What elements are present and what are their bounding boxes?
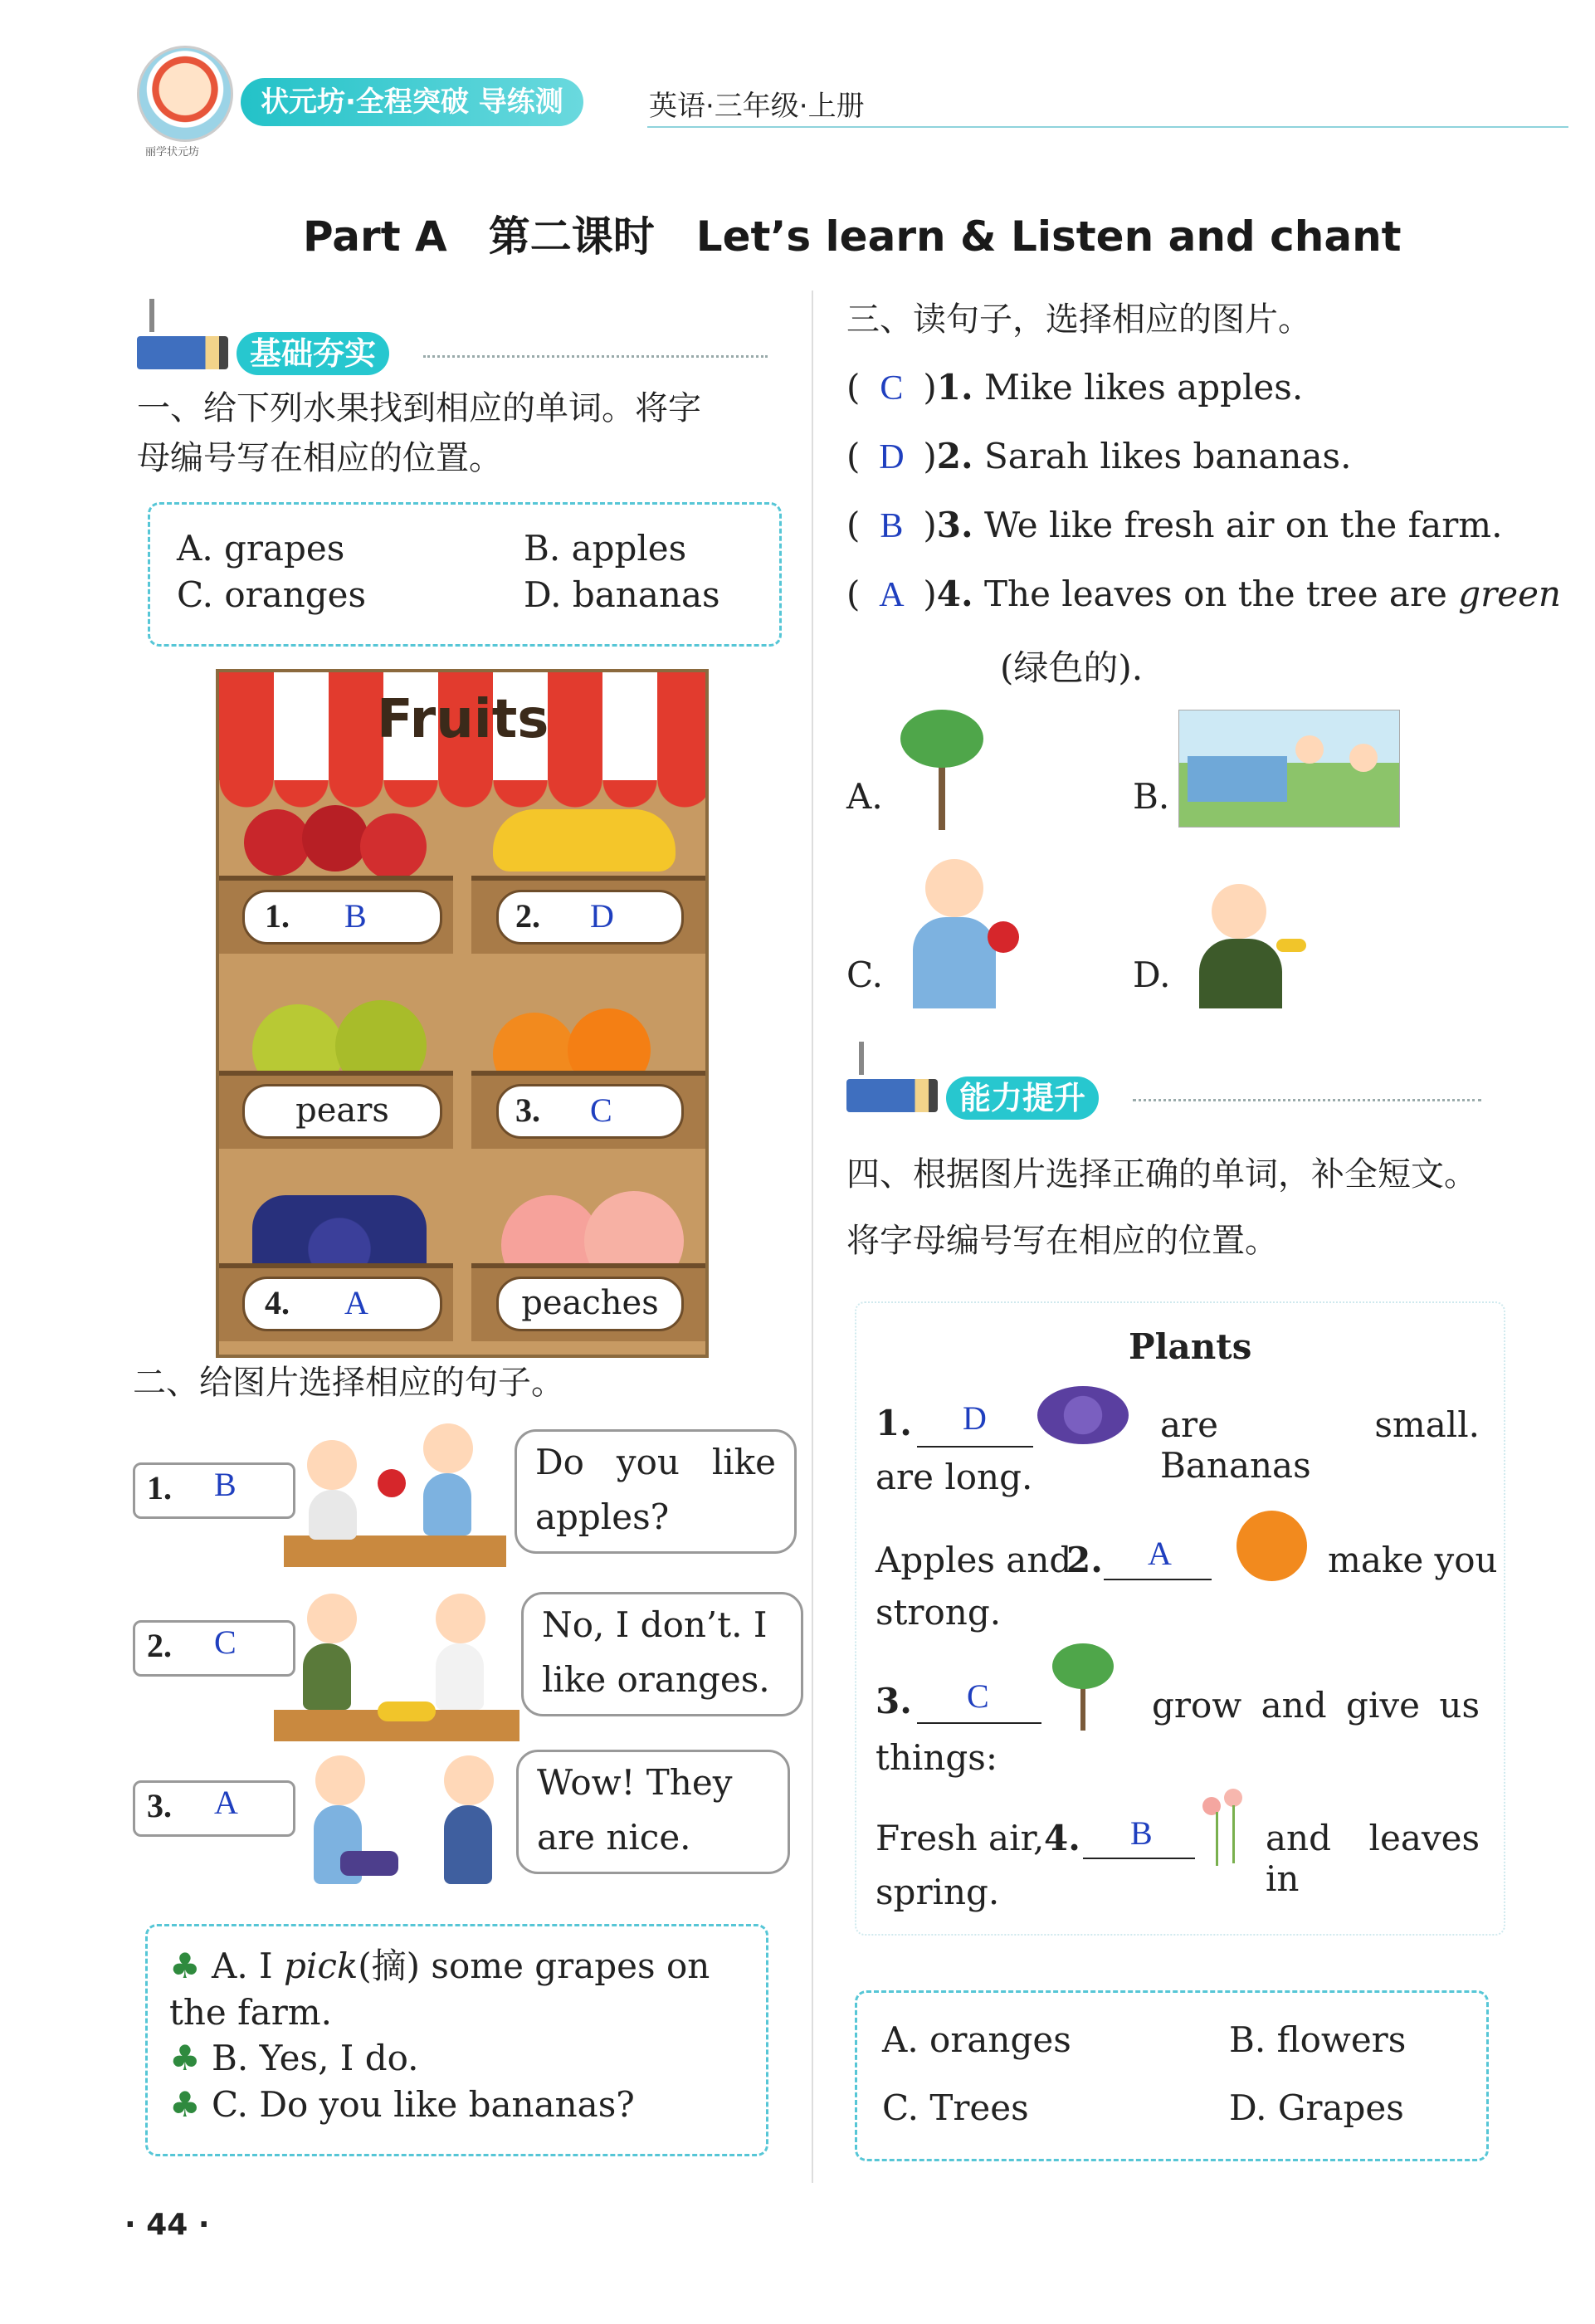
q4-instruction-line1: 四、根据图片选择正确的单词，补全短文。 [846,1155,1477,1194]
q4-blank-4-num: 4. [1044,1818,1080,1858]
boy-figure-body [444,1805,492,1884]
answer-4: A [344,1284,368,1321]
q4-blank-3-num: 3. [876,1681,912,1721]
q4-blank-3-line [917,1722,1041,1724]
q4-option-b: B. flowers [1229,2019,1407,2060]
grapes-basket-icon [340,1851,398,1876]
q2-bubble-3: Wow! They are nice. [516,1750,790,1874]
q2-option-b: ♣ B. Yes, I do. [169,2038,419,2078]
column-divider [812,290,813,2183]
q3-pic-label-d: D. [1133,954,1171,995]
q3-answer-3: B [880,507,904,545]
table-shelf [284,1536,506,1567]
q4-option-c: C. Trees [882,2087,1029,2128]
section-badge-advanced: 能力提升 [946,1077,1099,1120]
q4-instruction-line2: 将字母编号写在相应的位置。 [846,1222,1278,1260]
tree-bullet-icon: ♣ [169,2038,201,2078]
answer-1: B [344,897,367,935]
q4-line-2c: strong. [876,1592,1002,1633]
boy-with-apple-picture [892,859,1025,1008]
pencil-icon [137,336,228,369]
q1-options-box [148,502,782,647]
q3-instruction: 三、读句子，选择相应的图片。 [846,300,1311,339]
q2-bubble-1: Do you like apples? [515,1429,797,1554]
q4-line-3a: grow and give us [1152,1685,1480,1726]
q3-item-2: ( D )2. Sarah likes bananas. [846,436,1352,476]
q2-answer-2: C [214,1623,237,1661]
q2-instruction: 二、给图片选择相应的句子。 [133,1364,564,1402]
girl-figure [307,1594,357,1643]
book-subtitle: 英语·三年级·上册 [649,90,865,123]
series-banner: 状元坊·全程突破 导练测 [241,78,583,126]
girl-figure-body [309,1490,357,1540]
q4-answer-4: B [1130,1814,1153,1852]
q3-pic-label-a: A. [846,776,883,817]
q3-pic-label-c: C. [846,954,883,995]
apple-icon [244,809,310,876]
farm-picture [1178,710,1400,828]
tree-picture [892,710,992,830]
q2-option-c: ♣ C. Do you like bananas? [169,2084,635,2125]
lamp-icon [149,299,154,332]
q4-line-2b: make you [1328,1540,1498,1580]
q3-note: (绿色的). [1000,647,1144,688]
boy-figure [423,1423,473,1473]
q4-line-2a: Apples and [876,1540,1072,1580]
q3-item-3: ( B )3. We like fresh air on the farm. [846,505,1503,545]
q4-blank-1-num: 1. [876,1403,912,1443]
q2-answer-box-2: 2. C [133,1620,295,1677]
q4-blank-4-line [1083,1858,1195,1859]
q4-line-1a: are small. Bananas [1160,1404,1480,1486]
q4-blank-2-line [1104,1579,1212,1580]
page-number: · 44 · [124,2208,210,2242]
q3-item-4: ( A )4. The leaves on the tree are green [846,574,1561,614]
q2-bubble-2: No, I don’t. I like oranges. [521,1592,803,1716]
q2-answer-3: A [214,1784,238,1821]
fruit-stall-picture [216,669,709,1358]
logo-caption: 丽学状元坊 [145,146,200,159]
q1-option-d: D. bananas [524,574,720,615]
girl-figure-body [436,1643,484,1710]
q4-line-4b: and leaves in [1266,1818,1480,1899]
q4-title: Plants [1129,1326,1252,1367]
q2-answer-box-3: 3. A [133,1780,295,1837]
fruit-label-peaches: peaches [496,1277,684,1331]
q4-option-a: A. oranges [882,2019,1071,2060]
q4-line-3b: things: [876,1737,997,1778]
tree-bullet-icon: ♣ [169,2084,201,2125]
fruit-label-pears: pears [242,1084,442,1139]
q4-answer-2: A [1148,1535,1172,1572]
header-rule [647,126,1568,128]
q2-option-a: ♣ A. I pick(摘) some grapes on the farm. [169,1946,710,2033]
q2-options-box [145,1924,768,2156]
q2-answer-1: B [214,1466,237,1503]
boy-figure [315,1755,365,1805]
q1-instruction-line1: 一、给下列水果找到相应的单词。将字 [137,389,701,427]
badge-dots [423,355,768,358]
lesson-title: Part A 第二课时 Let’s learn & Listen and chant [303,212,1402,261]
q4-blank-1-line [917,1446,1033,1448]
banana-icon [378,1702,436,1721]
fruit-label-3: 3. C [496,1084,684,1139]
q4-line-4c: spring. [876,1872,1000,1912]
q4-blank-2-num: 2. [1066,1540,1103,1580]
publisher-logo [137,46,233,142]
answer-3: C [590,1091,612,1129]
fruit-label-4: 4. A [242,1277,442,1331]
q1-option-a: A. grapes [177,528,345,569]
fruit-label-1: 1. B [242,890,442,945]
q1-instruction-line2: 母编号写在相应的位置。 [137,439,502,477]
q3-item-1: ( C )1. Mike likes apples. [846,367,1304,408]
q1-option-c: C. oranges [177,574,367,615]
apple-icon [302,805,368,872]
q4-options-box [855,1990,1489,2161]
q4-answer-1: D [963,1399,987,1437]
q3-pic-label-b: B. [1133,776,1170,817]
fruits-sign: Fruits [377,689,549,750]
tree-icon [1046,1643,1120,1731]
fruit-label-2: 2. D [496,890,684,945]
pencil-icon [846,1079,938,1112]
q2-answer-box-1: 1. B [133,1462,295,1519]
q4-line-4a: Fresh air, [876,1818,1045,1858]
section-badge-basic: 基础夯实 [237,332,389,375]
girl-figure-body [303,1643,351,1710]
flowers-icon [1199,1789,1249,1868]
q3-answer-2: D [879,438,905,476]
q1-option-b: B. apples [524,528,687,569]
badge-dots [1133,1099,1481,1101]
grapes-icon [1037,1386,1129,1444]
apple-icon [378,1469,406,1497]
answer-2: D [590,897,614,935]
girl-figure [307,1440,357,1490]
q4-line-1b: are long. [876,1457,1033,1497]
lamp-icon [859,1042,864,1075]
boy-figure-body [423,1473,471,1536]
q3-answer-4: A [879,576,905,614]
apple-icon [360,813,427,880]
girl-figure [436,1594,485,1643]
q4-option-d: D. Grapes [1229,2087,1404,2128]
q3-answer-1: C [880,369,904,408]
boy-figure [444,1755,494,1805]
girl-with-banana-picture [1178,884,1311,1008]
tree-bullet-icon: ♣ [169,1946,201,1986]
orange-icon [1236,1511,1307,1581]
banana-icon [493,809,676,872]
q4-answer-3: C [967,1677,989,1715]
